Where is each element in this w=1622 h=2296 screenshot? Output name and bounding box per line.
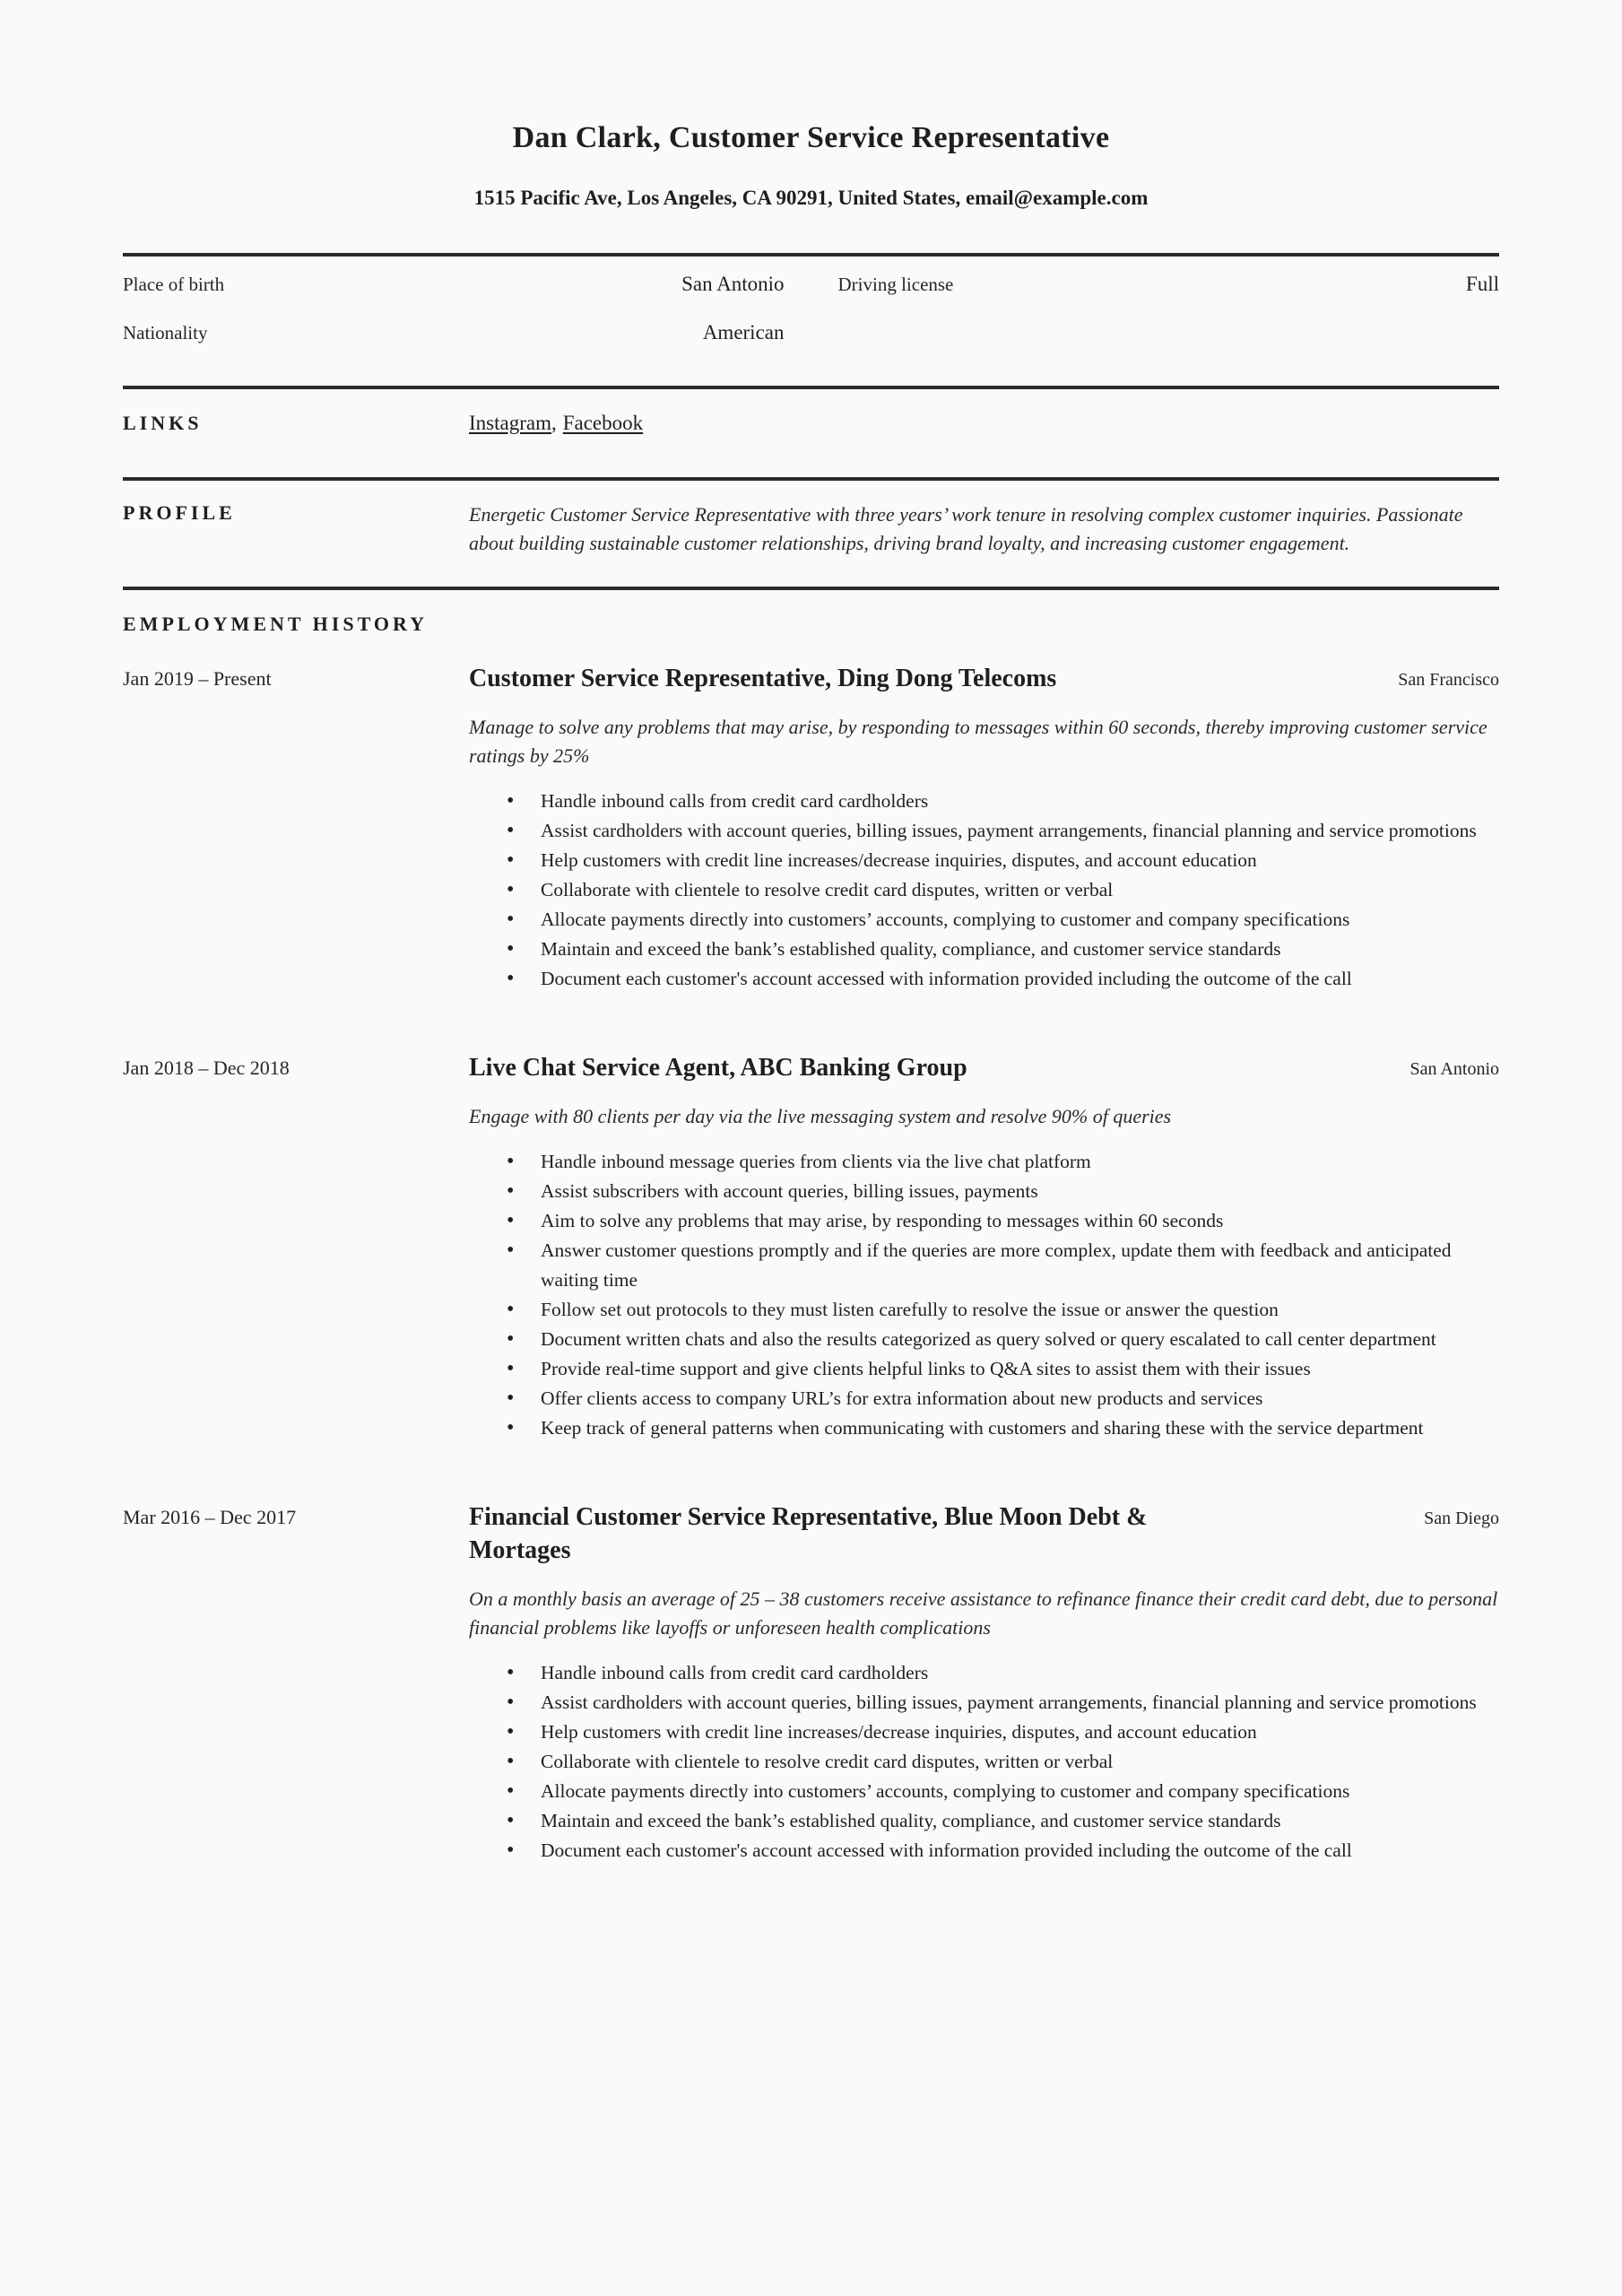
detail-value: American <box>702 321 785 344</box>
job-title: Live Chat Service Agent, ABC Banking Group <box>469 1054 967 1082</box>
bullet-item: • Keep track of general patterns when communicating with customers and sharing these with the service department <box>469 1413 1499 1443</box>
bullet-item: • Maintain and exceed the bank’s established quality, compliance, and customer service standards <box>469 1806 1499 1836</box>
bullet-item: • Assist subscribers with account queries, billing issues, payments <box>469 1177 1499 1206</box>
employment-section <box>123 612 1499 1866</box>
job-location: San Diego <box>1424 1509 1499 1528</box>
bullet-item: • Maintain and exceed the bank’s established quality, compliance, and customer service standards <box>469 935 1499 964</box>
bullet-item: • Help customers with credit line increases/decrease inquiries, disputes, and account education <box>469 1718 1499 1747</box>
bullet-item: • Aim to solve any problems that may arise, by responding to messages within 60 seconds <box>469 1206 1499 1236</box>
links-heading: LINKS <box>123 412 203 434</box>
detail-place-of-birth <box>123 271 785 298</box>
bullet-item: • Provide real-time support and give clients helpful links to Q&A sites to assist them with their issues <box>469 1354 1499 1384</box>
link-instagram[interactable]: Instagram <box>469 412 551 434</box>
bullet-list <box>469 1147 1499 1443</box>
detail-driving-license <box>838 271 1500 298</box>
bullet-item: • Document each customer's account accessed with information provided including the outcome of the call <box>469 964 1499 994</box>
profile-section <box>123 481 1499 587</box>
job-entry <box>123 1051 1499 1443</box>
links-list <box>469 411 1499 436</box>
job-main <box>469 1500 1499 1866</box>
bullet-item: • Collaborate with clientele to resolve credit card disputes, written or verbal <box>469 875 1499 905</box>
detail-label: Place of birth <box>123 274 225 295</box>
bullet-item: • Document each customer's account accessed with information provided including the outcome of the call <box>469 1836 1499 1866</box>
bullet-item: • Handle inbound calls from credit card cardholders <box>469 1658 1499 1688</box>
link-separator: , <box>551 412 557 434</box>
detail-nationality <box>123 319 785 346</box>
job-dates: Jan 2018 – Dec 2018 <box>123 1057 290 1079</box>
job-entry <box>123 662 1499 994</box>
bullet-item: • Document written chats and also the results categorized as query solved or query escalated to call center department <box>469 1325 1499 1354</box>
bullet-list <box>469 1658 1499 1866</box>
job-title: Financial Customer Service Representative, Blue Moon Debt & Mortages <box>469 1503 1148 1564</box>
job-entry <box>123 1500 1499 1866</box>
detail-empty-cell <box>838 319 1500 346</box>
job-main <box>469 1051 1499 1443</box>
bullet-item: • Offer clients access to company URL’s for extra information about new products and services <box>469 1384 1499 1413</box>
job-location: San Antonio <box>1409 1059 1499 1079</box>
bullet-item: • Allocate payments directly into customers’ accounts, complying to customer and company specifications <box>469 1777 1499 1806</box>
links-section <box>123 389 1499 477</box>
job-dates: Mar 2016 – Dec 2017 <box>123 1506 297 1528</box>
bullet-item: • Assist cardholders with account queries, billing issues, payment arrangements, financial planning and service promotions <box>469 816 1499 846</box>
bullet-item: • Handle inbound calls from credit card cardholders <box>469 787 1499 816</box>
detail-value: Full <box>1465 273 1499 295</box>
bullet-item: • Handle inbound message queries from clients via the live chat platform <box>469 1147 1499 1177</box>
link-facebook[interactable]: Facebook <box>562 412 644 434</box>
page-title: Dan Clark, Customer Service Representative <box>512 121 1110 154</box>
detail-label: Nationality <box>123 322 208 344</box>
detail-label: Driving license <box>837 274 954 295</box>
job-summary: Engage with 80 clients per day via the live messaging system and resolve 90% of queries <box>469 1105 1172 1127</box>
bullet-item: • Help customers with credit line increases/decrease inquiries, disputes, and account education <box>469 846 1499 875</box>
job-summary: On a monthly basis an average of 25 – 38 customers receive assistance to refinance finance their credit card debt, due to personal financial problems like layoffs or unforeseen health complications <box>469 1587 1498 1639</box>
profile-heading: PROFILE <box>123 501 236 524</box>
profile-text: Energetic Customer Service Representative with three years’ work tenure in resolving complex customer inquiries. Passionate about building sustainable customer relationships, driving brand loyalty, and increasing customer engagement. <box>469 503 1463 554</box>
job-dates: Jan 2019 – Present <box>123 667 272 690</box>
resume-header <box>123 120 1499 212</box>
bullet-item: • Collaborate with clientele to resolve credit card disputes, written or verbal <box>469 1747 1499 1777</box>
employment-heading: EMPLOYMENT HISTORY <box>123 613 428 635</box>
bullet-item: • Follow set out protocols to they must listen carefully to resolve the issue or answer the question <box>469 1295 1499 1325</box>
job-location: San Francisco <box>1398 670 1499 690</box>
detail-value: San Antonio <box>681 273 785 295</box>
section-divider <box>123 587 1499 590</box>
job-main <box>469 662 1499 994</box>
bullet-list <box>469 787 1499 994</box>
job-summary: Manage to solve any problems that may arise, by responding to messages within 60 seconds, thereby improving customer service ratings by 25% <box>469 716 1488 767</box>
address-line: 1515 Pacific Ave, Los Angeles, CA 90291, United States, email@example.com <box>473 187 1149 209</box>
details-section <box>123 257 1499 386</box>
bullet-item: • Allocate payments directly into customers’ accounts, complying to customer and company specifications <box>469 905 1499 935</box>
bullet-item: • Answer customer questions promptly and if the queries are more complex, update them with feedback and anticipated waiting time <box>469 1236 1499 1295</box>
job-title: Customer Service Representative, Ding Dong Telecoms <box>469 665 1057 692</box>
bullet-item: • Assist cardholders with account queries, billing issues, payment arrangements, financial planning and service promotions <box>469 1688 1499 1718</box>
